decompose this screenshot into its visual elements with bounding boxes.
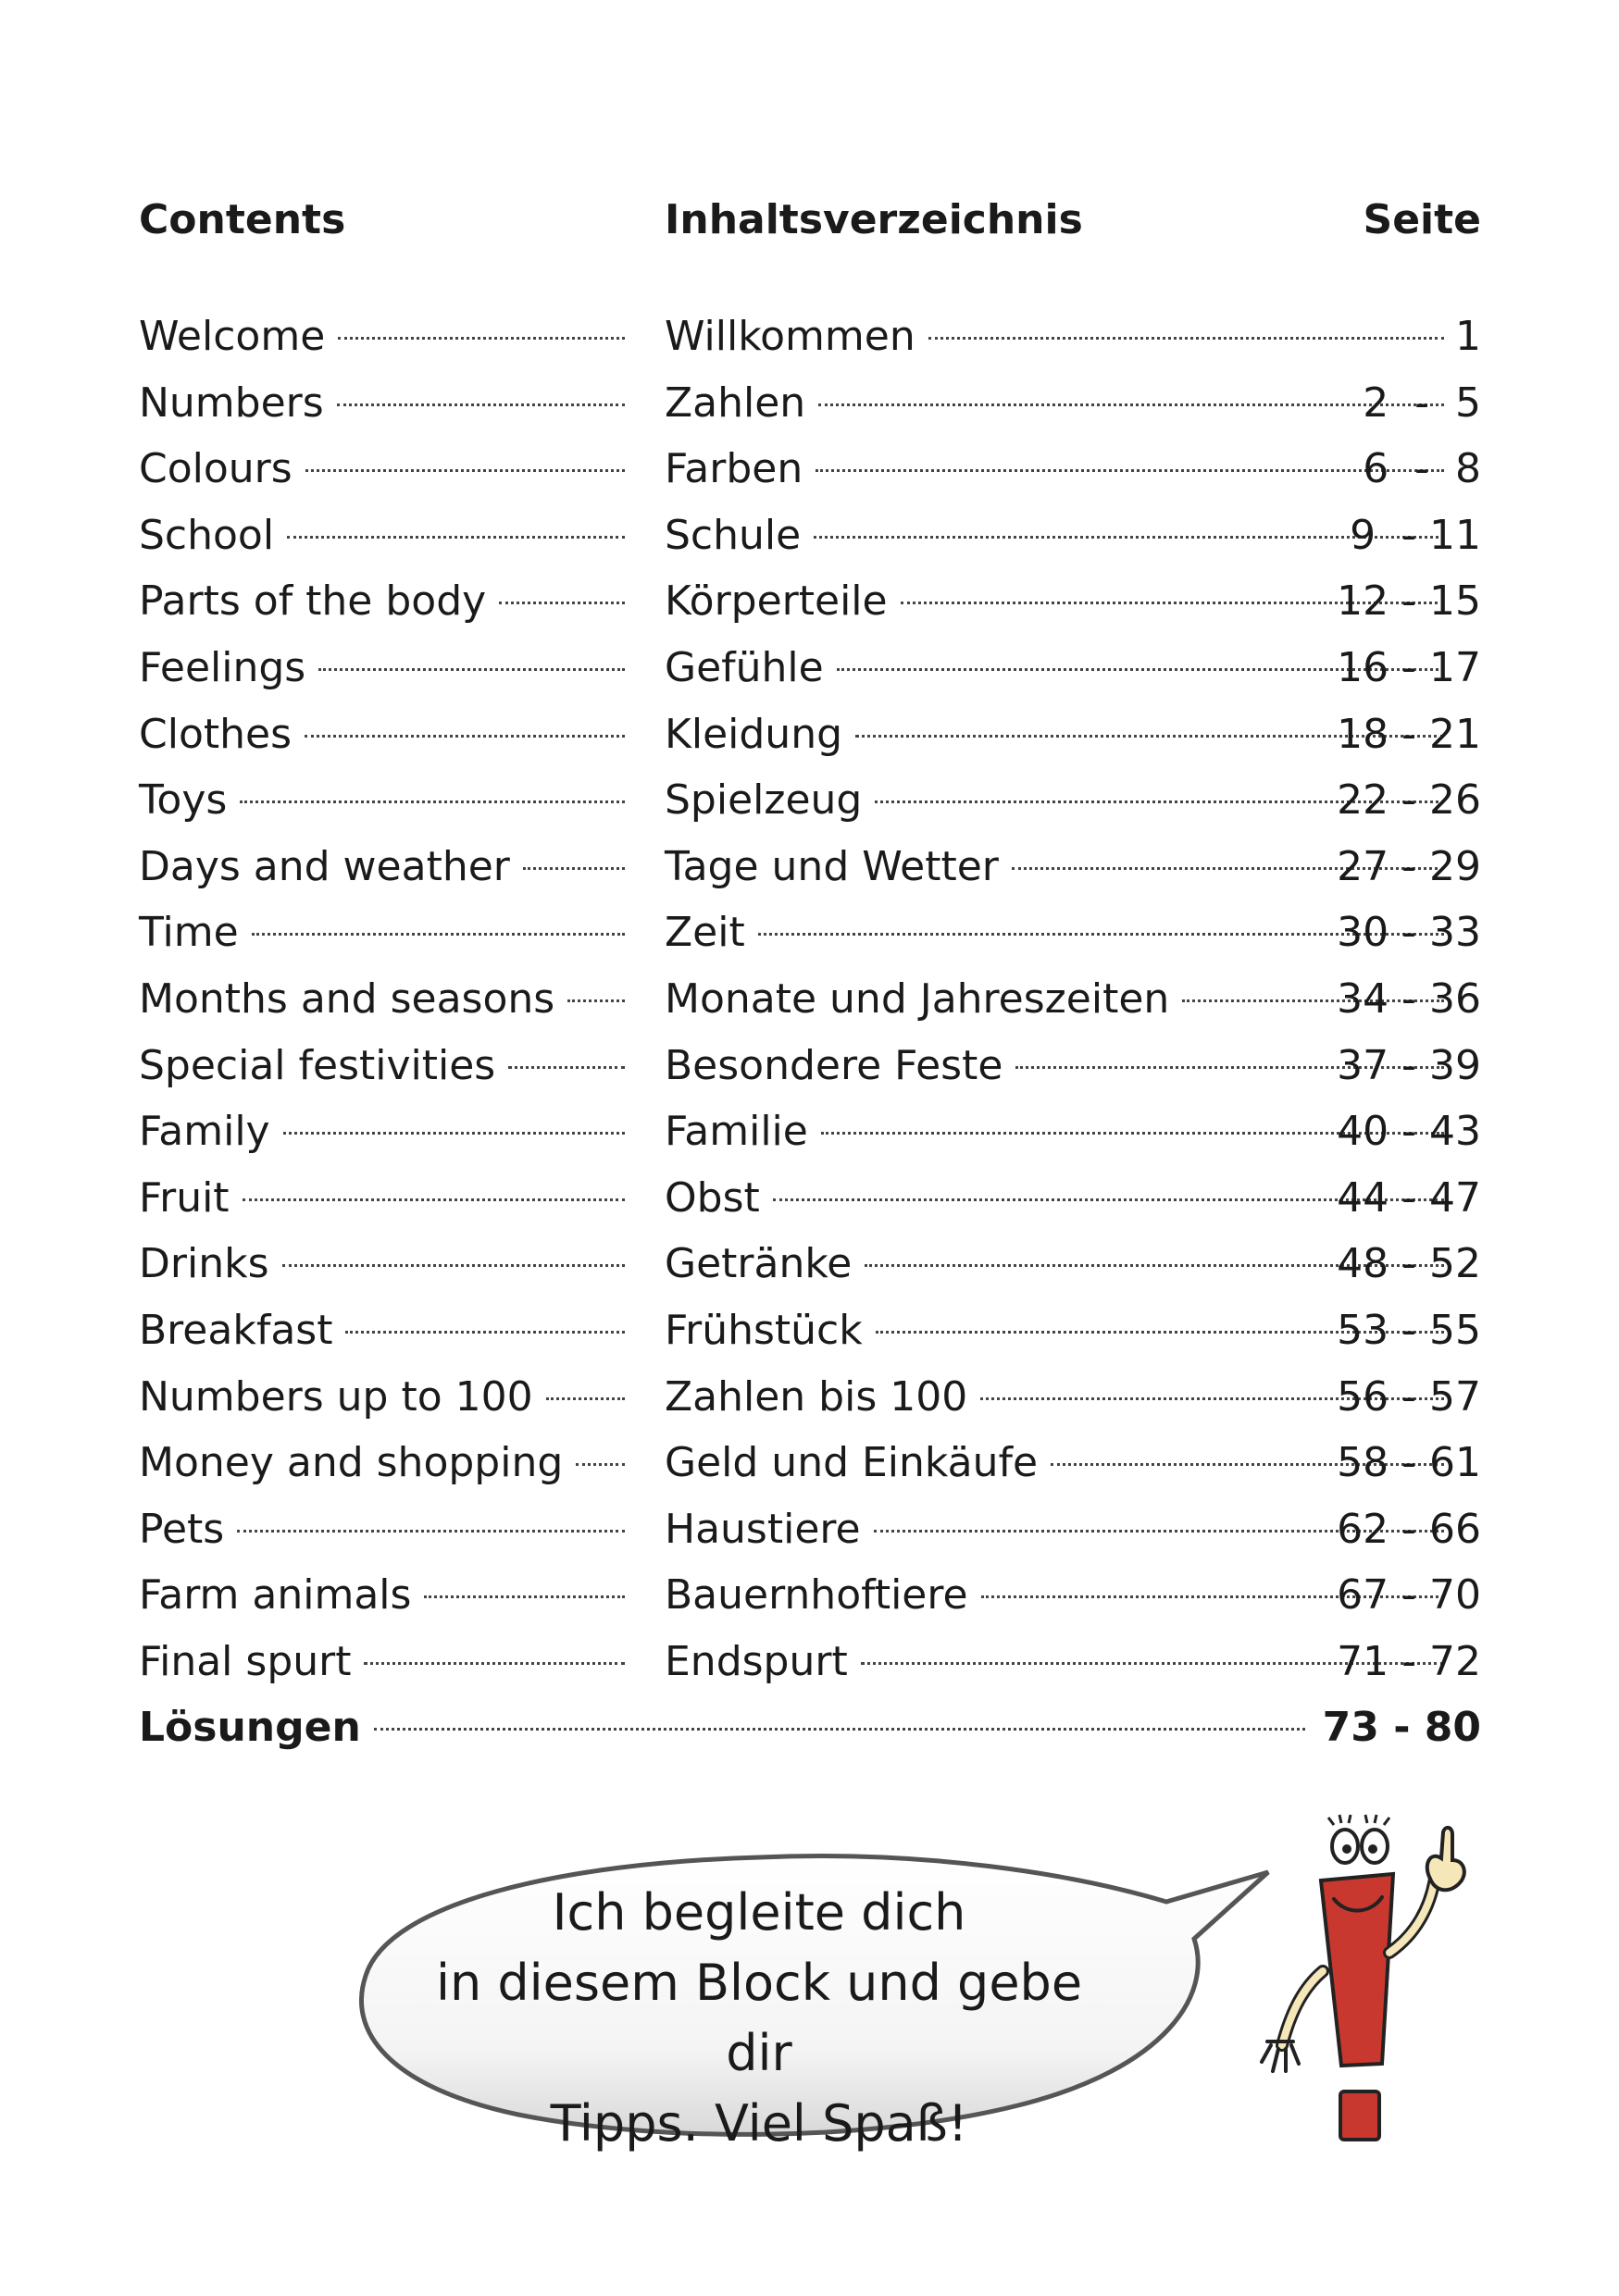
list-item [139,900,1481,966]
entry-german-label: Bauernhoftiere [665,1571,968,1620]
entry-german-label: Kleidung [665,710,843,758]
entry-german-label: Zahlen [665,379,806,427]
entry-english [139,1033,625,1099]
entry-english [139,1364,625,1431]
list-item [139,436,1481,503]
entry-german [665,568,1444,635]
entry-english-label: Welcome [139,313,326,360]
entry-english-label: Final spurt [139,1637,352,1685]
dot-leader [499,602,625,604]
entry-german-label: Geld und Einkäufe [665,1439,1039,1487]
entry-german [665,1297,1444,1364]
dot-leader [818,403,1444,406]
entry-german [665,900,1444,966]
list-item [139,304,1481,370]
entry-english [139,1562,625,1629]
entry-german [665,1562,1444,1629]
entry-english-label: Money and shopping [139,1439,564,1487]
list-item [139,1033,1481,1099]
entry-english-label: Clothes [139,710,292,758]
header-contents: Contents [139,196,346,243]
entry-pages: 6 - 8 [1363,445,1481,493]
entry-english-label: Time [139,909,239,957]
exclamation-mark-mascot-icon [1245,1814,1486,2156]
entry-german-label: Körperteile [665,577,888,626]
dot-leader [546,1397,625,1400]
entry-english-label: Breakfast [139,1306,333,1354]
entry-english-label: Months and seasons [139,974,555,1023]
dot-leader [282,1264,626,1267]
table-of-contents [139,304,1481,1761]
entry-english [139,1098,625,1165]
dot-leader [816,469,1444,472]
dot-leader [243,1198,625,1201]
list-item [139,503,1481,569]
entry-english [139,1297,625,1364]
entry-pages: 34 - 36 [1337,974,1481,1023]
entry-pages: 44 - 47 [1337,1173,1481,1222]
entry-english-label: Drinks [139,1240,269,1288]
entry-german [665,370,1444,437]
header-inhaltsverzeichnis: Inhaltsverzeichnis [665,196,1083,243]
entry-solutions [139,1694,1305,1761]
dot-leader [287,536,625,539]
entry-english-label: Fruit [139,1173,230,1222]
list-item [139,1629,1481,1695]
list-item [139,966,1481,1033]
entry-pages: 53 - 55 [1337,1306,1481,1354]
entry-english [139,900,625,966]
entry-pages: 2 - 5 [1363,379,1481,427]
dot-leader [928,337,1444,340]
bubble-line-3: Tipps. Viel Spaß! [550,2094,968,2153]
dot-leader [345,1331,625,1334]
list-item [139,1297,1481,1364]
entry-german-label: Gefühle [665,643,824,691]
entry-pages: 30 - 33 [1337,909,1481,957]
entry-pages: 12 - 15 [1337,577,1481,626]
entry-german [665,1629,1444,1695]
entry-english-label: Family [139,1108,270,1156]
entry-german-label: Getränke [665,1240,853,1288]
entry-german-label: Farben [665,445,803,493]
entry-english [139,304,625,370]
entry-german-label: Zahlen bis 100 [665,1372,968,1421]
entry-solutions-pages: 73 - 80 [1322,1704,1481,1752]
entry-pages: 40 - 43 [1337,1108,1481,1156]
entry-english [139,635,625,701]
entry-english [139,966,625,1033]
entry-german-label: Zeit [665,909,745,957]
entry-english [139,568,625,635]
dot-leader [318,668,625,671]
entry-german [665,701,1444,768]
entry-pages: 18 - 21 [1337,710,1481,758]
entry-german [665,1033,1444,1099]
entry-german-label: Endspurt [665,1637,848,1685]
entry-english-label: Special festivities [139,1041,496,1089]
entry-english-label: Pets [139,1505,225,1553]
entry-german-label: Haustiere [665,1505,861,1553]
dot-leader [523,867,625,870]
entry-pages: 1 [1455,313,1481,360]
bubble-line-1: Ich begleite dich [552,1883,966,1942]
entry-german [665,767,1444,834]
entry-english-label: Farm animals [139,1571,412,1620]
entry-english-label: Toys [139,776,228,825]
list-item [139,834,1481,900]
dot-leader [305,735,625,738]
entry-solutions-label: Lösungen [139,1704,361,1752]
list-item [139,1562,1481,1629]
entry-english-label: Numbers up to 100 [139,1372,533,1421]
entry-german [665,1496,1444,1563]
entry-english [139,1165,625,1232]
dot-leader [508,1066,625,1069]
list-item [139,767,1481,834]
entry-pages: 71 - 72 [1337,1637,1481,1685]
speech-bubble-text [407,1878,1111,2159]
entry-english-label: School [139,511,275,559]
entry-german [665,1231,1444,1297]
toc-header [139,196,1481,252]
dot-leader [338,337,625,340]
entry-english-label: Numbers [139,379,324,427]
dot-leader [283,1132,625,1135]
entry-english [139,834,625,900]
speech-bubble [352,1837,1296,2152]
entry-german-label: Besondere Feste [665,1041,1003,1089]
list-item [139,370,1481,437]
entry-english [139,1629,625,1695]
entry-english [139,1430,625,1496]
bubble-line-2: in diesem Block und gebe dir [435,1954,1083,2082]
dot-leader [364,1662,625,1665]
mascot-body [1321,1874,1393,2066]
list-item [139,1231,1481,1297]
entry-pages: 58 - 61 [1337,1439,1481,1487]
entry-german [665,966,1444,1033]
entry-pages: 27 - 29 [1337,842,1481,890]
entry-english-label: Feelings [139,643,306,691]
entry-german-label: Obst [665,1173,760,1222]
entry-english [139,436,625,503]
dot-leader [337,403,625,406]
entry-english-label: Parts of the body [139,577,487,626]
entry-german [665,834,1444,900]
list-item [139,1165,1481,1232]
mascot-eyes [1328,1815,1389,1863]
entry-english [139,1496,625,1563]
entry-german [665,1430,1444,1496]
list-item [139,1496,1481,1563]
entry-german [665,1165,1444,1232]
entry-german [665,1364,1444,1431]
entry-german [665,503,1444,569]
list-item [139,701,1481,768]
dot-leader [424,1595,625,1598]
entry-english [139,503,625,569]
list-item-solutions [139,1694,1481,1761]
entry-german [665,436,1444,503]
dot-leader [576,1463,625,1466]
dot-leader [237,1530,625,1533]
list-item [139,1430,1481,1496]
list-item [139,1364,1481,1431]
entry-german-label: Tage und Wetter [665,842,999,890]
entry-pages: 56 - 57 [1337,1372,1481,1421]
entry-german-label: Schule [665,511,802,559]
mascot-dot [1340,2091,1379,2140]
entry-english-label: Colours [139,445,293,493]
list-item [139,635,1481,701]
entry-pages: 48 - 52 [1337,1240,1481,1288]
dot-leader [252,933,625,936]
entry-pages: 37 - 39 [1337,1041,1481,1089]
entry-german-label: Spielzeug [665,776,863,825]
dot-leader [374,1728,1305,1731]
header-seite: Seite [1363,196,1481,243]
entry-german-label: Familie [665,1108,808,1156]
list-item [139,1098,1481,1165]
dot-leader [305,469,625,472]
dot-leader [567,999,625,1002]
entry-english-label: Days and weather [139,842,510,890]
dot-leader [240,800,625,803]
entry-german-label: Frühstück [665,1306,863,1354]
entry-pages: 22 - 26 [1337,776,1481,825]
entry-english [139,767,625,834]
entry-german-label: Willkommen [665,313,915,360]
entry-pages: 67 - 70 [1337,1571,1481,1620]
entry-pages: 62 - 66 [1337,1505,1481,1553]
entry-german [665,304,1444,370]
list-item [139,568,1481,635]
entry-german-label: Monate und Jahreszeiten [665,974,1170,1023]
entry-pages: 16 - 17 [1337,643,1481,691]
entry-german [665,1098,1444,1165]
entry-german [665,635,1444,701]
entry-english [139,701,625,768]
entry-english [139,370,625,437]
entry-english [139,1231,625,1297]
entry-pages: 9 - 11 [1350,511,1481,559]
